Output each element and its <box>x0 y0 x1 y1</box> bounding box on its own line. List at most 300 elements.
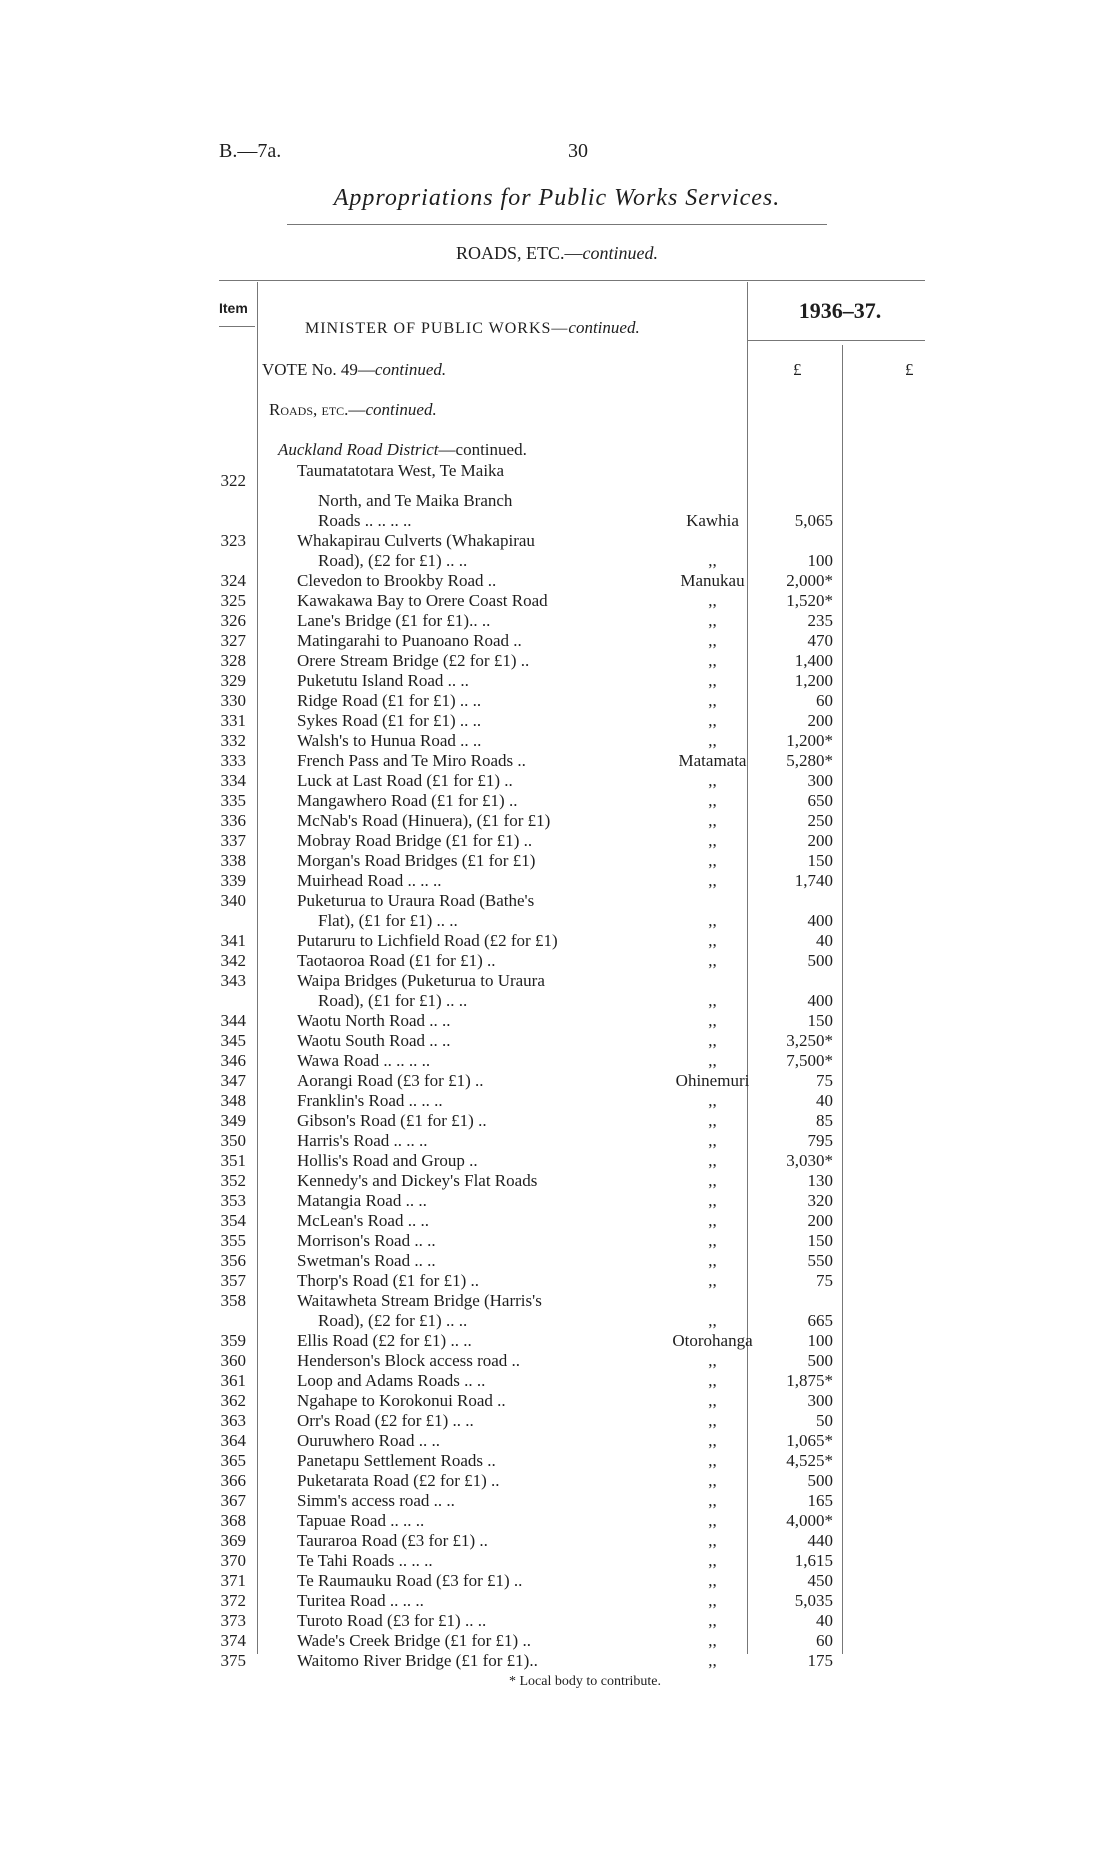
item-description: Mobray Road Bridge (£1 for £1) .. <box>297 831 533 850</box>
item-district: Kawhia <box>686 511 739 530</box>
item-district: ,, <box>708 811 717 830</box>
table-row <box>0 1231 1114 1251</box>
table-row <box>0 511 1114 531</box>
item-district: Matamata <box>678 751 747 770</box>
table-row <box>0 1651 1114 1671</box>
item-description: Franklin's Road .. .. .. <box>297 1091 443 1110</box>
table-row <box>0 1151 1114 1171</box>
item-number: 355 <box>220 1231 246 1250</box>
item-description: Morgan's Road Bridges (£1 for £1) <box>297 851 536 870</box>
item-description: Ellis Road (£2 for £1) .. .. <box>297 1331 472 1350</box>
item-description: Panetapu Settlement Roads .. <box>297 1451 496 1470</box>
item-amount: 85 <box>816 1111 833 1130</box>
table-row <box>0 811 1114 831</box>
item-number: 325 <box>220 591 246 610</box>
item-description: Turoto Road (£3 for £1) .. .. <box>297 1611 487 1630</box>
item-description: Thorp's Road (£1 for £1) .. <box>297 1271 480 1290</box>
item-number: 331 <box>220 711 246 730</box>
item-description: Henderson's Block access road .. <box>297 1351 521 1370</box>
item-district: ,, <box>708 1151 717 1170</box>
table-row <box>0 1591 1114 1611</box>
item-number: 372 <box>220 1591 246 1610</box>
item-amount: 400 <box>807 991 833 1010</box>
table-row <box>0 891 1114 911</box>
table-row <box>0 791 1114 811</box>
item-district: ,, <box>708 911 717 930</box>
item-description: Kawakawa Bay to Orere Coast Road <box>297 591 548 610</box>
table-row <box>0 731 1114 751</box>
table-row <box>0 1091 1114 1111</box>
roads-subheading <box>269 400 437 420</box>
item-number: 361 <box>220 1371 246 1390</box>
item-description: Roads .. .. .. .. <box>318 511 412 530</box>
item-header-rule <box>219 326 255 327</box>
item-number: 362 <box>220 1391 246 1410</box>
year-header-rule <box>747 340 925 341</box>
item-amount: 440 <box>807 1531 833 1550</box>
item-description: Kennedy's and Dickey's Flat Roads <box>297 1171 538 1190</box>
item-amount: 75 <box>816 1071 833 1090</box>
item-description: Wade's Creek Bridge (£1 for £1) .. <box>297 1631 531 1650</box>
item-description: Waitomo River Bridge (£1 for £1).. <box>297 1651 538 1670</box>
item-amount: 40 <box>816 931 833 950</box>
item-number: 348 <box>220 1091 246 1110</box>
item-district: ,, <box>708 1251 717 1270</box>
minister-heading <box>305 318 640 338</box>
item-district: ,, <box>708 1191 717 1210</box>
item-description: Tauraroa Road (£3 for £1) .. <box>297 1531 488 1550</box>
item-amount: 300 <box>807 771 833 790</box>
item-district: ,, <box>708 931 717 950</box>
item-description: Clevedon to Brookby Road .. <box>297 571 497 590</box>
item-amount: 1,740 <box>794 871 833 890</box>
item-district: ,, <box>708 851 717 870</box>
table-row <box>0 751 1114 771</box>
vote-heading-continued: continued. <box>374 360 447 379</box>
table-row <box>0 1251 1114 1271</box>
item-district: ,, <box>708 951 717 970</box>
item-district: ,, <box>708 1111 717 1130</box>
table-row <box>0 1191 1114 1211</box>
table-row <box>0 471 1114 491</box>
item-description: Wawa Road .. .. .. .. <box>297 1051 431 1070</box>
vote-heading <box>262 360 446 380</box>
item-amount: 4,525* <box>786 1451 833 1470</box>
table-row <box>0 571 1114 591</box>
item-description: Harris's Road .. .. .. <box>297 1131 428 1150</box>
item-amount: 3,250* <box>786 1031 833 1050</box>
item-district: ,, <box>708 1311 717 1330</box>
item-number: 336 <box>220 811 246 830</box>
table-row <box>0 591 1114 611</box>
item-district: ,, <box>708 1231 717 1250</box>
item-number: 374 <box>220 1631 246 1650</box>
item-description: Flat), (£1 for £1) .. .. <box>318 911 458 930</box>
item-number: 343 <box>220 971 246 990</box>
item-number: 344 <box>220 1011 246 1030</box>
item-amount: 300 <box>807 1391 833 1410</box>
item-number: 370 <box>220 1551 246 1570</box>
vote-heading-main: VOTE No. 49— <box>262 360 375 379</box>
item-number: 327 <box>220 631 246 650</box>
item-description: Road), (£2 for £1) .. .. <box>318 1311 468 1330</box>
item-amount: 665 <box>807 1311 833 1330</box>
item-amount: 550 <box>807 1251 833 1270</box>
item-description: McLean's Road .. .. <box>297 1211 429 1230</box>
item-description: Matangia Road .. .. <box>297 1191 427 1210</box>
item-number: 358 <box>220 1291 246 1310</box>
item-number: 338 <box>220 851 246 870</box>
item-amount: 50 <box>816 1411 833 1430</box>
roads-subheading-main: Roads, etc.— <box>269 400 366 419</box>
table-row <box>0 1451 1114 1471</box>
item-district: ,, <box>708 1571 717 1590</box>
table-row <box>0 1131 1114 1151</box>
item-number: 334 <box>220 771 246 790</box>
item-district: ,, <box>708 1531 717 1550</box>
item-number: 323 <box>220 531 246 550</box>
page-number: 30 <box>568 140 588 162</box>
item-amount: 5,065 <box>794 511 833 530</box>
item-description: Simm's access road .. .. <box>297 1491 455 1510</box>
table-row <box>0 491 1114 511</box>
item-amount: 1,615 <box>794 1551 833 1570</box>
item-description: Waotu North Road .. .. <box>297 1011 451 1030</box>
table-row <box>0 1611 1114 1631</box>
item-description: Lane's Bridge (£1 for £1).. .. <box>297 611 491 630</box>
table-row <box>0 631 1114 651</box>
table-row <box>0 1171 1114 1191</box>
table-row <box>0 671 1114 691</box>
table-row <box>0 1331 1114 1351</box>
item-amount: 5,035 <box>794 1591 833 1610</box>
item-number: 350 <box>220 1131 246 1150</box>
item-amount: 2,000* <box>786 571 833 590</box>
item-amount: 1,065* <box>786 1431 833 1450</box>
item-amount: 150 <box>807 851 833 870</box>
item-amount: 650 <box>807 791 833 810</box>
item-district: ,, <box>708 591 717 610</box>
item-amount: 130 <box>807 1171 833 1190</box>
item-district: ,, <box>708 1611 717 1630</box>
item-description: Te Raumauku Road (£3 for £1) .. <box>297 1571 523 1590</box>
item-description: Te Tahi Roads .. .. .. <box>297 1551 433 1570</box>
item-number: 326 <box>220 611 246 630</box>
item-description: Swetman's Road .. .. <box>297 1251 436 1270</box>
item-description: Sykes Road (£1 for £1) .. .. <box>297 711 482 730</box>
item-amount: 1,200* <box>786 731 833 750</box>
item-district: ,, <box>708 1171 717 1190</box>
item-number: 347 <box>220 1071 246 1090</box>
item-number: 322 <box>220 471 246 490</box>
item-number: 356 <box>220 1251 246 1270</box>
item-number: 329 <box>220 671 246 690</box>
table-row <box>0 1531 1114 1551</box>
item-district: ,, <box>708 1371 717 1390</box>
table-row <box>0 1631 1114 1651</box>
section-heading-continued: continued. <box>582 243 658 263</box>
table-row <box>0 691 1114 711</box>
minister-heading-continued: continued. <box>568 318 640 337</box>
item-number: 328 <box>220 651 246 670</box>
item-description: Orere Stream Bridge (£2 for £1) .. <box>297 651 530 670</box>
item-description: Muirhead Road .. .. .. <box>297 871 442 890</box>
item-district: ,, <box>708 1471 717 1490</box>
item-district: ,, <box>708 1091 717 1110</box>
item-amount: 1,200 <box>794 671 833 690</box>
item-district: ,, <box>708 671 717 690</box>
item-amount: 100 <box>807 1331 833 1350</box>
item-number: 351 <box>220 1151 246 1170</box>
item-number: 359 <box>220 1331 246 1350</box>
table-row <box>0 1371 1114 1391</box>
currency-symbol: £ <box>793 360 802 379</box>
item-district: ,, <box>708 551 717 570</box>
item-description: Luck at Last Road (£1 for £1) .. <box>297 771 513 790</box>
item-amount: 500 <box>807 1471 833 1490</box>
table-row <box>0 1011 1114 1031</box>
item-number: 369 <box>220 1531 246 1550</box>
item-number: 353 <box>220 1191 246 1210</box>
item-district: ,, <box>708 831 717 850</box>
item-amount: 5,280* <box>786 751 833 770</box>
item-amount: 75 <box>816 1271 833 1290</box>
item-number: 357 <box>220 1271 246 1290</box>
item-description: Puketarata Road (£2 for £1) .. <box>297 1471 500 1490</box>
item-amount: 60 <box>816 691 833 710</box>
table-row <box>0 1391 1114 1411</box>
item-district: ,, <box>708 731 717 750</box>
item-district: ,, <box>708 1131 717 1150</box>
item-number: 352 <box>220 1171 246 1190</box>
item-number: 330 <box>220 691 246 710</box>
item-district: ,, <box>708 1351 717 1370</box>
item-amount: 500 <box>807 1351 833 1370</box>
item-district: ,, <box>708 1491 717 1510</box>
table-row <box>0 1511 1114 1531</box>
item-district: ,, <box>708 631 717 650</box>
item-description: Orr's Road (£2 for £1) .. .. <box>297 1411 474 1430</box>
item-amount: 40 <box>816 1611 833 1630</box>
item-number: 333 <box>220 751 246 770</box>
table-row <box>0 1571 1114 1591</box>
item-amount: 4,000* <box>786 1511 833 1530</box>
district-heading <box>278 440 527 460</box>
item-description: Puketutu Island Road .. .. <box>297 671 469 690</box>
item-number: 365 <box>220 1451 246 1470</box>
table-row <box>0 871 1114 891</box>
item-description: Puketurua to Uraura Road (Bathe's <box>297 891 535 910</box>
item-number: 342 <box>220 951 246 970</box>
item-amount: 795 <box>807 1131 833 1150</box>
item-number: 371 <box>220 1571 246 1590</box>
table-row <box>0 551 1114 571</box>
item-amount: 175 <box>807 1651 833 1670</box>
item-description: Tapuae Road .. .. .. <box>297 1511 425 1530</box>
item-amount: 250 <box>807 811 833 830</box>
item-description: Putaruru to Lichfield Road (£2 for £1) <box>297 931 558 950</box>
table-row <box>0 1211 1114 1231</box>
item-number: 367 <box>220 1491 246 1510</box>
item-district: Manukau <box>680 571 745 590</box>
table-row <box>0 1111 1114 1131</box>
item-amount: 500 <box>807 951 833 970</box>
item-district: ,, <box>708 651 717 670</box>
item-description: Turitea Road .. .. .. <box>297 1591 424 1610</box>
item-description: Waotu South Road .. .. <box>297 1031 451 1050</box>
item-description: Mangawhero Road (£1 for £1) .. <box>297 791 518 810</box>
table-row <box>0 1411 1114 1431</box>
table-row <box>0 1031 1114 1051</box>
table-row <box>0 771 1114 791</box>
item-district: ,, <box>708 1411 717 1430</box>
item-amount: 60 <box>816 1631 833 1650</box>
table-row <box>0 911 1114 931</box>
item-description: Road), (£2 for £1) .. .. <box>318 551 468 570</box>
item-district: ,, <box>708 711 717 730</box>
item-number: 340 <box>220 891 246 910</box>
item-number: 335 <box>220 791 246 810</box>
item-district: ,, <box>708 791 717 810</box>
item-district: ,, <box>708 1431 717 1450</box>
item-description: Whakapirau Culverts (Whakapirau <box>297 531 535 550</box>
item-number: 345 <box>220 1031 246 1050</box>
title-rule <box>287 224 827 225</box>
section-heading <box>0 243 1114 264</box>
item-description: Gibson's Road (£1 for £1) .. <box>297 1111 487 1130</box>
item-district: ,, <box>708 1551 717 1570</box>
item-amount: 150 <box>807 1231 833 1250</box>
item-amount: 200 <box>807 831 833 850</box>
table-row <box>0 1311 1114 1331</box>
item-amount: 320 <box>807 1191 833 1210</box>
item-description: Taotaoroa Road (£1 for £1) .. <box>297 951 496 970</box>
item-district: ,, <box>708 611 717 630</box>
item-district: ,, <box>708 1591 717 1610</box>
roads-subheading-continued: continued. <box>365 400 437 419</box>
table-row <box>0 851 1114 871</box>
item-district: ,, <box>708 1051 717 1070</box>
item-description: Hollis's Road and Group .. <box>297 1151 478 1170</box>
item-number: 373 <box>220 1611 246 1630</box>
table-row <box>0 991 1114 1011</box>
item-number: 341 <box>220 931 246 950</box>
item-district: ,, <box>708 1011 717 1030</box>
item-description: Aorangi Road (£3 for £1) .. <box>297 1071 484 1090</box>
item-district: ,, <box>708 991 717 1010</box>
item-column-header: Item <box>219 300 248 316</box>
item-district: ,, <box>708 1451 717 1470</box>
item-district: ,, <box>708 771 717 790</box>
district-continued: —continued. <box>438 440 527 459</box>
item-district: Otorohanga <box>672 1331 753 1350</box>
item-number: 332 <box>220 731 246 750</box>
item-district: ,, <box>708 1211 717 1230</box>
table-row <box>0 1291 1114 1311</box>
item-amount: 100 <box>807 551 833 570</box>
item-amount: 400 <box>807 911 833 930</box>
table-row <box>0 711 1114 731</box>
item-district: ,, <box>708 691 717 710</box>
item-amount: 450 <box>807 1571 833 1590</box>
item-district: Ohinemuri <box>675 1071 750 1090</box>
item-description: French Pass and Te Miro Roads .. <box>297 751 526 770</box>
table-row <box>0 931 1114 951</box>
item-district: ,, <box>708 1031 717 1050</box>
item-amount: 470 <box>807 631 833 650</box>
table-row <box>0 1491 1114 1511</box>
item-description: Waitawheta Stream Bridge (Harris's <box>297 1291 542 1310</box>
item-district: ,, <box>708 1651 717 1670</box>
item-amount: 165 <box>807 1491 833 1510</box>
table-row <box>0 1071 1114 1091</box>
item-number: 349 <box>220 1111 246 1130</box>
item-amount: 1,875* <box>786 1371 833 1390</box>
item-number: 339 <box>220 871 246 890</box>
table-row <box>0 831 1114 851</box>
item-amount: 3,030* <box>786 1151 833 1170</box>
item-number: 337 <box>220 831 246 850</box>
item-description: Ouruwhero Road .. .. <box>297 1431 441 1450</box>
item-number: 354 <box>220 1211 246 1230</box>
item-district: ,, <box>708 871 717 890</box>
section-heading-main: ROADS, ETC.— <box>456 243 583 263</box>
footnote: * Local body to contribute. <box>508 1674 662 1689</box>
item-district: ,, <box>708 1511 717 1530</box>
item-amount: 40 <box>816 1091 833 1110</box>
item-description: Ngahape to Korokonui Road .. <box>297 1391 506 1410</box>
item-amount: 200 <box>807 1211 833 1230</box>
item-description: Morrison's Road .. .. <box>297 1231 436 1250</box>
item-description: Waipa Bridges (Puketurua to Uraura <box>297 971 545 990</box>
currency-symbol: £ <box>905 360 914 379</box>
item-amount: 150 <box>807 1011 833 1030</box>
item-number: 360 <box>220 1351 246 1370</box>
item-description: Road), (£1 for £1) .. .. <box>318 991 468 1010</box>
item-description: Ridge Road (£1 for £1) .. .. <box>297 691 482 710</box>
table-row <box>0 1351 1114 1371</box>
item-description: Loop and Adams Roads .. .. <box>297 1371 486 1390</box>
item-number: 368 <box>220 1511 246 1530</box>
document-reference: B.—7a. <box>219 140 282 162</box>
item-description: Walsh's to Hunua Road .. .. <box>297 731 482 750</box>
item-amount: 235 <box>807 611 833 630</box>
item-district: ,, <box>708 1631 717 1650</box>
table-row <box>0 971 1114 991</box>
year-column-header: 1936–37. <box>798 298 882 323</box>
item-amount: 1,520* <box>786 591 833 610</box>
item-amount: 200 <box>807 711 833 730</box>
item-description: Matingarahi to Puanoano Road .. <box>297 631 522 650</box>
table-top-rule <box>219 280 925 281</box>
minister-heading-main: MINISTER OF PUBLIC WORKS— <box>305 320 569 337</box>
item-description: North, and Te Maika Branch <box>318 491 513 510</box>
table-row <box>0 1431 1114 1451</box>
item-amount: 7,500* <box>786 1051 833 1070</box>
item-number: 366 <box>220 1471 246 1490</box>
item-description: McNab's Road (Hinuera), (£1 for £1) <box>297 811 551 830</box>
item-number: 363 <box>220 1411 246 1430</box>
table-row <box>0 651 1114 671</box>
item-district: ,, <box>708 1271 717 1290</box>
table-row <box>0 611 1114 631</box>
item-amount: 1,400 <box>794 651 833 670</box>
item-number: 364 <box>220 1431 246 1450</box>
item-number: 324 <box>220 571 246 590</box>
district-name: Auckland Road District <box>278 440 439 459</box>
table-row <box>0 1051 1114 1071</box>
table-row <box>0 1471 1114 1491</box>
